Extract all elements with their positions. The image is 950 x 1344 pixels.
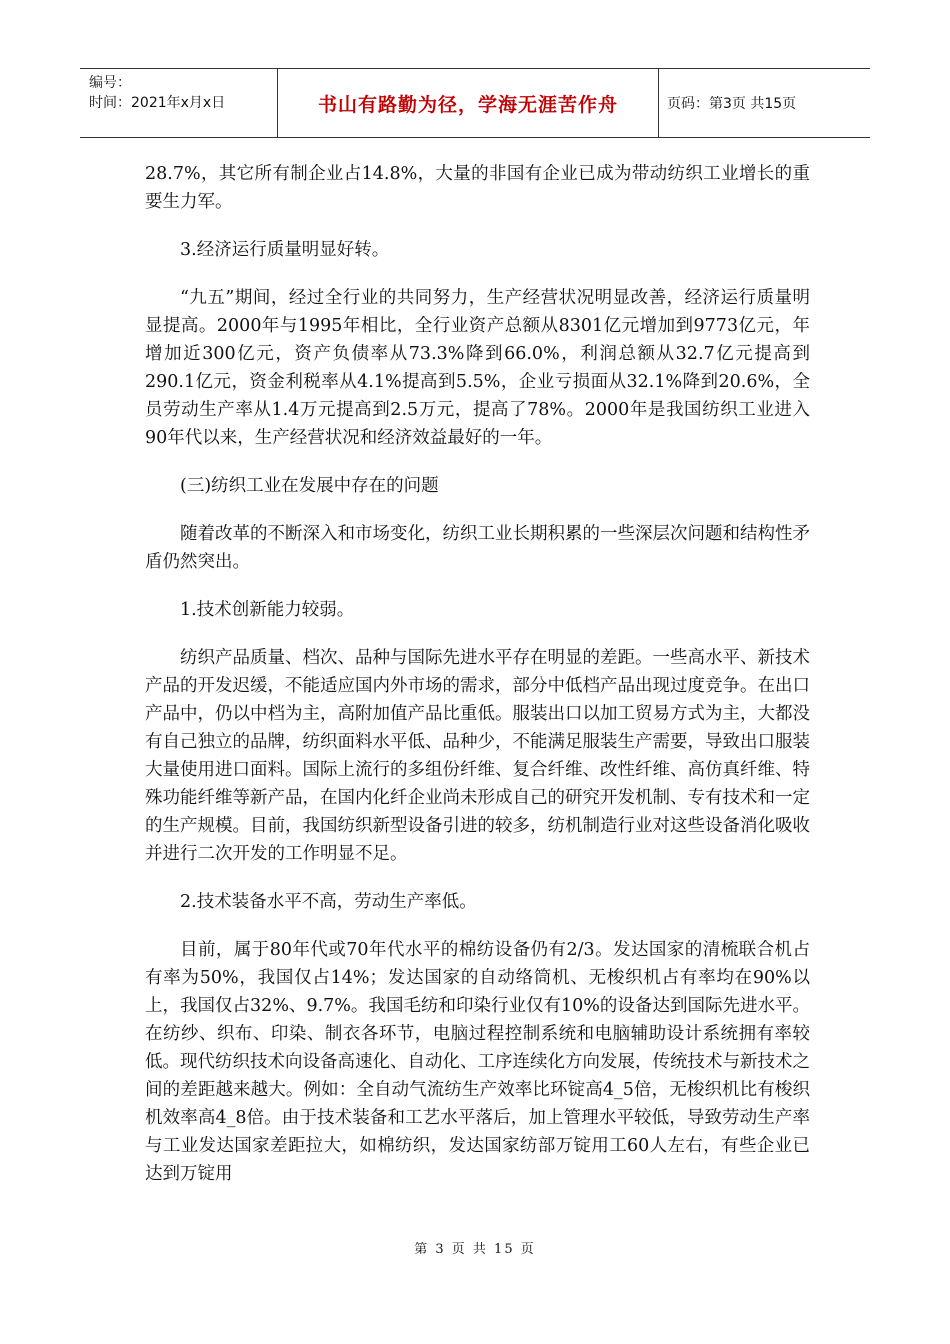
section-heading: (三)纺织工业在发展中存在的问题 — [180, 476, 439, 496]
page-footer: 第 3 页 共 15 页 — [414, 1242, 536, 1257]
paragraph: 28.7%，其它所有制企业占14.8%，大量的非国有企业已成为带动纺织工业增长的重要生力军。 — [145, 164, 810, 212]
paragraph: 纺织产品质量、档次、品种与国际先进水平存在明显的差距。一些高水平、新技术产品的开发迟缓，不能适应国内外市场的需求，部分中低档产品出现过度竞争。在出口产品中，仍以中档为主，高附加值产品比重低。服装出口以加工贸易方式为主，大都没有自己独立的品牌，纺织面料水平低、品种少，不能满足服装生产需要，导致出口服装大量使用进口面料。国际上流行的多组份纤维、复合纤维、改性纤维、高仿真纤维、特殊功能纤维等新产品，在国内化纤企业尚未形成自己的研究开发机制、专有技术和一定的生产规模。目前，我国纺织新型设备引进的较多，纺机制造行业对这些设备消化吸收并进行二次开发的工作明显不足。 — [145, 648, 810, 864]
document-number-label: 编号： — [89, 75, 131, 91]
paragraph: 随着改革的不断深入和市场变化，纺织工业长期积累的一些深层次问题和结构性矛盾仍然突出。 — [145, 524, 810, 572]
header-page-info: 页码：第3页 共15页 — [667, 96, 797, 112]
paragraph: “九五”期间，经过全行业的共同努力，生产经营状况明显改善，经济运行质量明显提高。2000年与1995年相比，全行业资产总额从8301亿元增加到9773亿元，年增加近300亿元，资产负债率从73.3%降到66.0%，利润总额从32.7亿元提高到290.1亿元，资金利税率从4.1%提高到5.5%，企业亏损面从32.1%降到20.6%，全员劳动生产率从1.4万元提高到2.5万元，提高了78%。2000年是我国纺织工业进入90年代以来，生产经营状况和经济效益最好的一年。 — [145, 288, 810, 448]
header-meta — [80, 69, 278, 137]
document-body — [145, 160, 810, 1208]
header-motto: 书山有路勤为径，学海无涯苦作舟 — [278, 69, 659, 137]
document-time-label: 时间：2021年x月x日 — [89, 95, 226, 111]
section-heading: 3.经济运行质量明显好转。 — [180, 240, 390, 260]
section-heading: 2.技术装备水平不高，劳动生产率低。 — [180, 892, 477, 912]
page-header — [80, 68, 870, 138]
paragraph: 目前，属于80年代或70年代水平的棉纺设备仍有2/3。发达国家的清梳联合机占有率为50%，我国仅占14%；发达国家的自动络筒机、无梭织机占有率均在90%以上，我国仅占32%、9.7%。我国毛纺和印染行业仅有10%的设备达到国际先进水平。在纺纱、织布、印染、制衣各环节，电脑过程控制系统和电脑辅助设计系统拥有率较低。现代纺织技术向设备高速化、自动化、工序连续化方向发展，传统技术与新技术之间的差距越来越大。例如：全自动气流纺生产效率比环锭高4_5倍，无梭织机比有梭织机效率高4_8倍。由于技术装备和工艺水平落后，加上管理水平较低，导致劳动生产率与工业发达国家差距拉大，如棉纺织，发达国家纺部万锭用工60人左右，有些企业已达到万锭用 — [145, 940, 810, 1184]
section-heading: 1.技术创新能力较弱。 — [180, 600, 355, 620]
